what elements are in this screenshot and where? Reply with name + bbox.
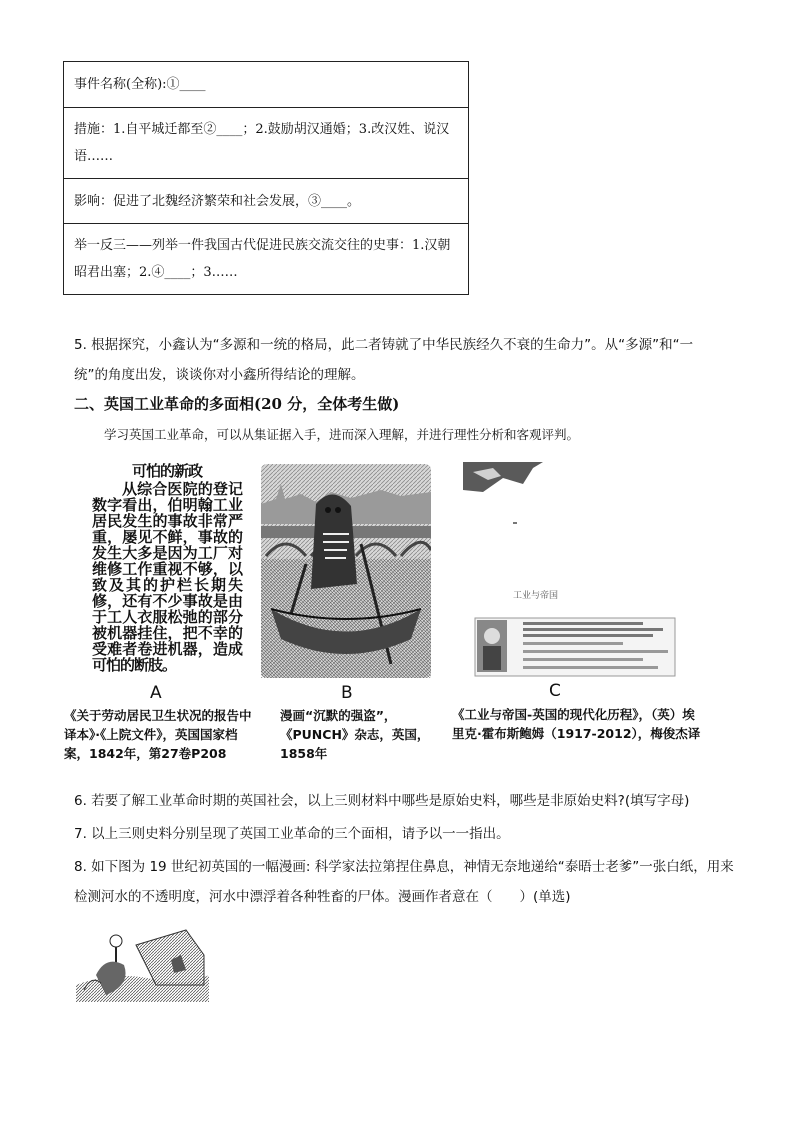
impact-cell: 影响：促进了北魏经济繁荣和社会发展，③____。 bbox=[64, 179, 469, 224]
question-7: 7. 以上三则史料分别呈现了英国工业革命的三个面相，请予以一一指出。 bbox=[74, 826, 510, 842]
measures-cell: 措施：1.自平城迁都至②____；2.鼓励胡汉通婚；3.改汉姓、说汉语…… bbox=[64, 108, 469, 179]
source-a-excerpt bbox=[92, 463, 242, 673]
source-a-title: 可怕的新政 bbox=[131, 462, 202, 480]
source-b-caption: 漫画“沉默的强盗”，《PUNCH》杂志，英国，1858年 bbox=[280, 708, 430, 761]
table-row bbox=[64, 224, 469, 295]
table-row bbox=[64, 62, 469, 108]
event-table bbox=[63, 61, 469, 295]
source-b-letter: B bbox=[341, 683, 353, 703]
source-c-caption: 《工业与帝国-英国的现代化历程》，（英）埃里克·霍布斯鲍姆（1917-2012），梅俊杰译 bbox=[452, 707, 701, 741]
source-a-body: 从综合医院的登记数字看出，伯明翰工业居民发生的事故非常严重，屡见不鲜，事故的发生大多是因为工厂对维修工作重视不够，以致及其的护栏长期失修，还有不少事故是由于工人衣服松弛的部分被机器挂住，把不幸的受难者卷进机器，造成可怕的断肢。 bbox=[92, 480, 242, 674]
examples-cell: 举一反三——列举一件我国古代促进民族交流交往的史事：1.汉朝昭君出塞；2.④____；3…… bbox=[64, 224, 469, 295]
book-cover-title: 工业与帝国 bbox=[513, 591, 559, 601]
silent-highwayman-cartoon bbox=[261, 464, 431, 678]
book-photo bbox=[463, 462, 683, 680]
faraday-cartoon bbox=[76, 915, 209, 1002]
event-name-cell: 事件名称(全称):①____ bbox=[64, 62, 469, 108]
question-5: 5. 根据探究，小鑫认为“多源和一统的格局，此二者铸就了中华民族经久不衰的生命力”。从“多源”和“一统”的角度出发，谈谈你对小鑫所得结论的理解。 bbox=[74, 337, 694, 383]
section-intro: 学习英国工业革命，可以从集证据入手，进而深入理解，并进行理性分析和客观评判。 bbox=[104, 427, 580, 442]
table-row bbox=[64, 179, 469, 224]
source-c-letter: C bbox=[549, 681, 561, 701]
section-title: 二、英国工业革命的多面相(20 分，全体考生做) bbox=[74, 395, 400, 413]
source-a-letter: A bbox=[150, 683, 162, 703]
table-row bbox=[64, 108, 469, 179]
source-a-caption: 《关于劳动居民卫生状况的报告中译本》·《上院文件》，英国国家档案，1842年，第27卷P208 bbox=[64, 708, 252, 761]
question-8: 8. 如下图为 19 世纪初英国的一幅漫画: 科学家法拉第捏住鼻息，神情无奈地递给“泰晤士老爹”一张白纸，用来检测河水的不透明度，河水中漂浮着各种牲畜的尸体。漫画作者意在（ ）(单选) bbox=[74, 859, 734, 905]
question-6: 6. 若要了解工业革命时期的英国社会，以上三则材料中哪些是原始史料，哪些是非原始史料?(填写字母) bbox=[74, 793, 690, 809]
